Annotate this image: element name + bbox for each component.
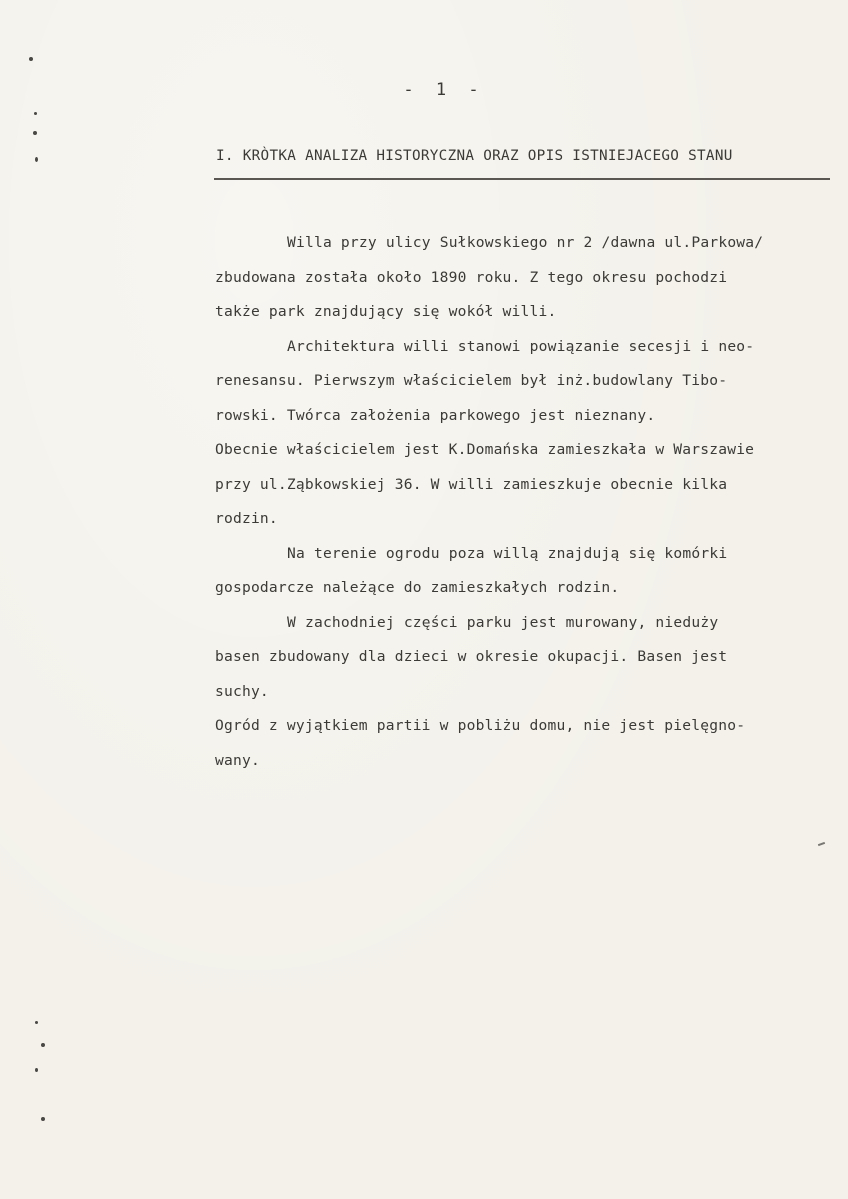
section-heading: I. KRÒTKA ANALIZA HISTORYCZNA ORAZ OPIS ISTNIEJACEGO STANU	[216, 148, 733, 164]
margin-speck	[35, 1068, 38, 1072]
body-text	[215, 226, 845, 778]
text-line: gospodarcze należące do zamieszkałych rodzin.	[215, 579, 620, 596]
text-line: Ogród z wyjątkiem partii w pobliżu domu, nie jest pielęgno-	[215, 717, 746, 734]
text-line: suchy.	[215, 682, 269, 700]
text-line: wany.	[215, 751, 260, 769]
margin-speck	[35, 157, 38, 162]
text-line: Na terenie ogrodu poza willą znajdują się komórki	[287, 544, 728, 562]
margin-speck	[41, 1043, 45, 1047]
text-line: rodzin.	[215, 510, 278, 527]
text-line: W zachodniej części parku jest murowany, nieduży	[287, 613, 719, 631]
text-line: przy ul.Ząbkowskiej 36. W willi zamieszkuje obecnie kilka	[215, 475, 728, 493]
margin-speck	[34, 112, 37, 115]
margin-speck	[29, 57, 33, 61]
text-line: rowski. Twórca założenia parkowego jest nieznany.	[215, 406, 656, 424]
text-line: także park znajdujący się wokół willi.	[215, 303, 557, 320]
page-number: - 1 -	[403, 80, 485, 100]
paper-mark	[818, 842, 825, 846]
text-line: basen zbudowany dla dzieci w okresie okupacji. Basen jest	[215, 648, 728, 665]
text-line: Willa przy ulicy Sułkowskiego nr 2 /dawna ul.Parkowa/	[287, 234, 764, 251]
margin-speck	[41, 1117, 45, 1121]
margin-speck	[35, 1021, 38, 1024]
text-line: zbudowana została około 1890 roku. Z tego okresu pochodzi	[215, 268, 728, 286]
text-line: Obecnie właścicielem jest K.Domańska zamieszkała w Warszawie	[215, 441, 755, 458]
text-line: Architektura willi stanowi powiązanie secesji i neo-	[287, 337, 755, 355]
margin-speck	[33, 131, 37, 135]
heading-underline	[214, 178, 830, 180]
text-line: renesansu. Pierwszym właścicielem był inż.budowlany Tibo-	[215, 372, 728, 389]
